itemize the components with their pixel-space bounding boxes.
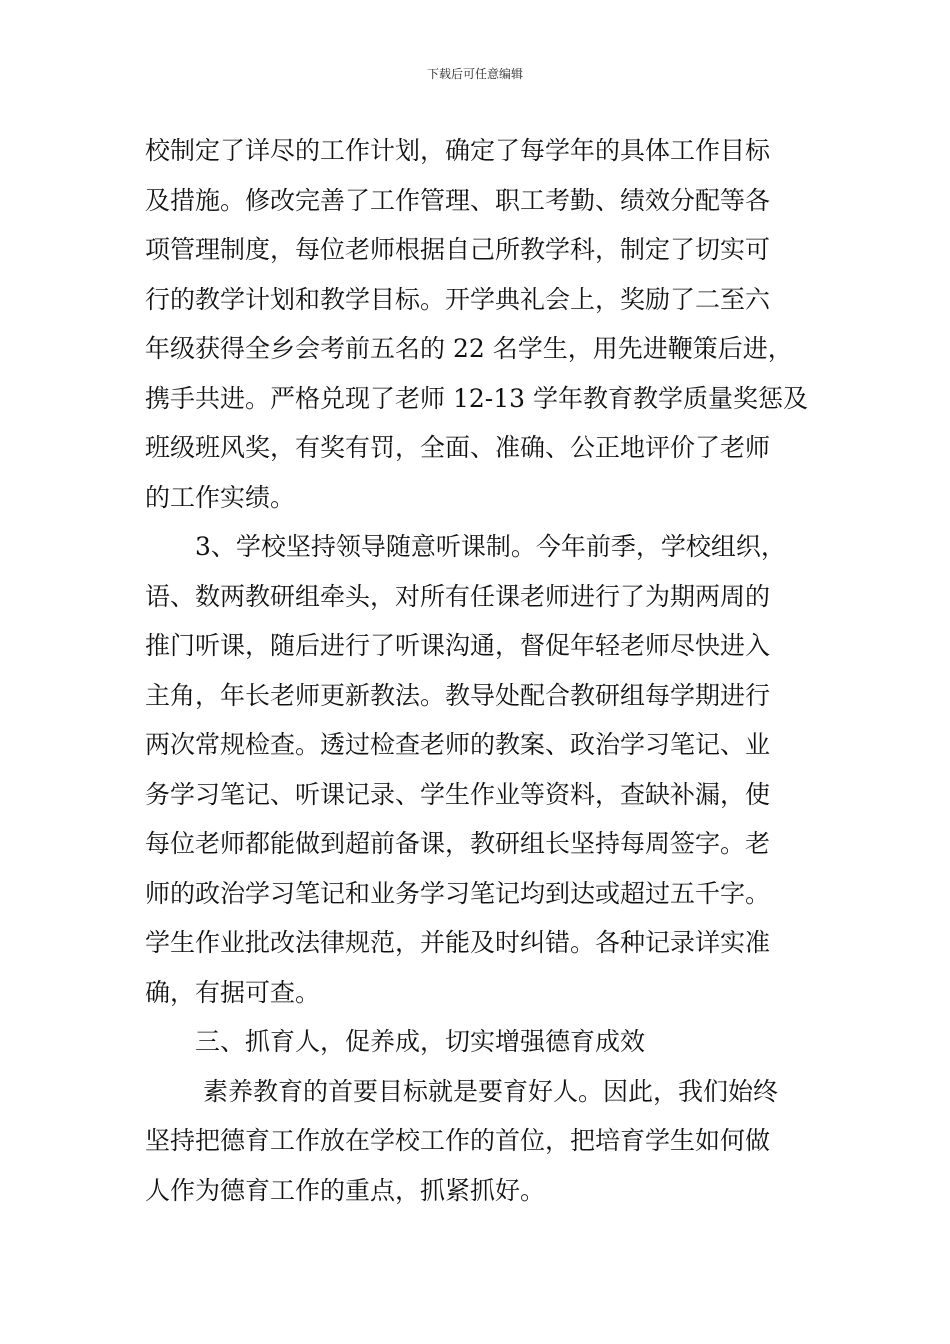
text-line: 语、数两教研组牵头，对所有任课老师进行了为期两周的 — [145, 581, 771, 611]
text-line: 每位老师都能做到超前备课，教研组长坚持每周签字。老 — [145, 829, 771, 858]
text-line: 推门听课，随后进行了听课沟通，督促年轻老师尽快进入 — [145, 631, 771, 660]
document-body — [145, 126, 810, 1215]
text-line: 人作为德育工作的重点，抓紧抓好。 — [145, 1175, 546, 1205]
text-line: 的工作实绩。 — [145, 482, 296, 512]
text-line: 项管理制度，每位老师根据自己所教学科，制定了切实可 — [145, 235, 771, 264]
text-line: 务学习笔记、听课记录、学生作业等资料，查缺补漏，使 — [145, 779, 771, 809]
text-line: 3、学校坚持领导随意听课制。今年前季，学校组织， — [195, 532, 786, 561]
text-line: 及措施。修改完善了工作管理、职工考勤、绩效分配等各 — [145, 185, 771, 215]
page-header: 下载后可任意编辑 — [426, 67, 523, 81]
text-line: 素养教育的首要目标就是要育好人。因此，我们始终 — [203, 1076, 779, 1106]
text-line: 学生作业批改法律规范，并能及时纠错。各种记录详实准 — [145, 928, 771, 957]
text-line: 携手共进。严格兑现了老师 12-13 学年教育教学质量奖惩及 — [145, 383, 808, 413]
text-line: 行的教学计划和教学目标。开学典礼会上，奖励了二至六 — [145, 284, 771, 314]
text-line: 主角，年长老师更新教法。教导处配合教研组每学期进行 — [145, 680, 771, 710]
text-line: 坚持把德育工作放在学校工作的首位，把培育学生如何做 — [145, 1126, 771, 1155]
text-line: 校制定了详尽的工作计划，确定了每学年的具体工作目标 — [145, 136, 771, 165]
text-line: 班级班风奖，有奖有罚，全面、准确、公正地评价了老师 — [145, 433, 771, 462]
text-line: 师的政治学习笔记和业务学习笔记均到达或超过五千字。 — [145, 878, 771, 908]
text-line: 年级获得全乡会考前五名的 22 名学生，用先进鞭策后进， — [145, 334, 793, 363]
text-line: 确，有据可查。 — [145, 977, 321, 1007]
text-line: 两次常规检查。透过检查老师的教案、政治学习笔记、业 — [145, 730, 771, 759]
section-heading: 三、抓育人，促养成，切实增强德育成效 — [195, 1027, 646, 1056]
